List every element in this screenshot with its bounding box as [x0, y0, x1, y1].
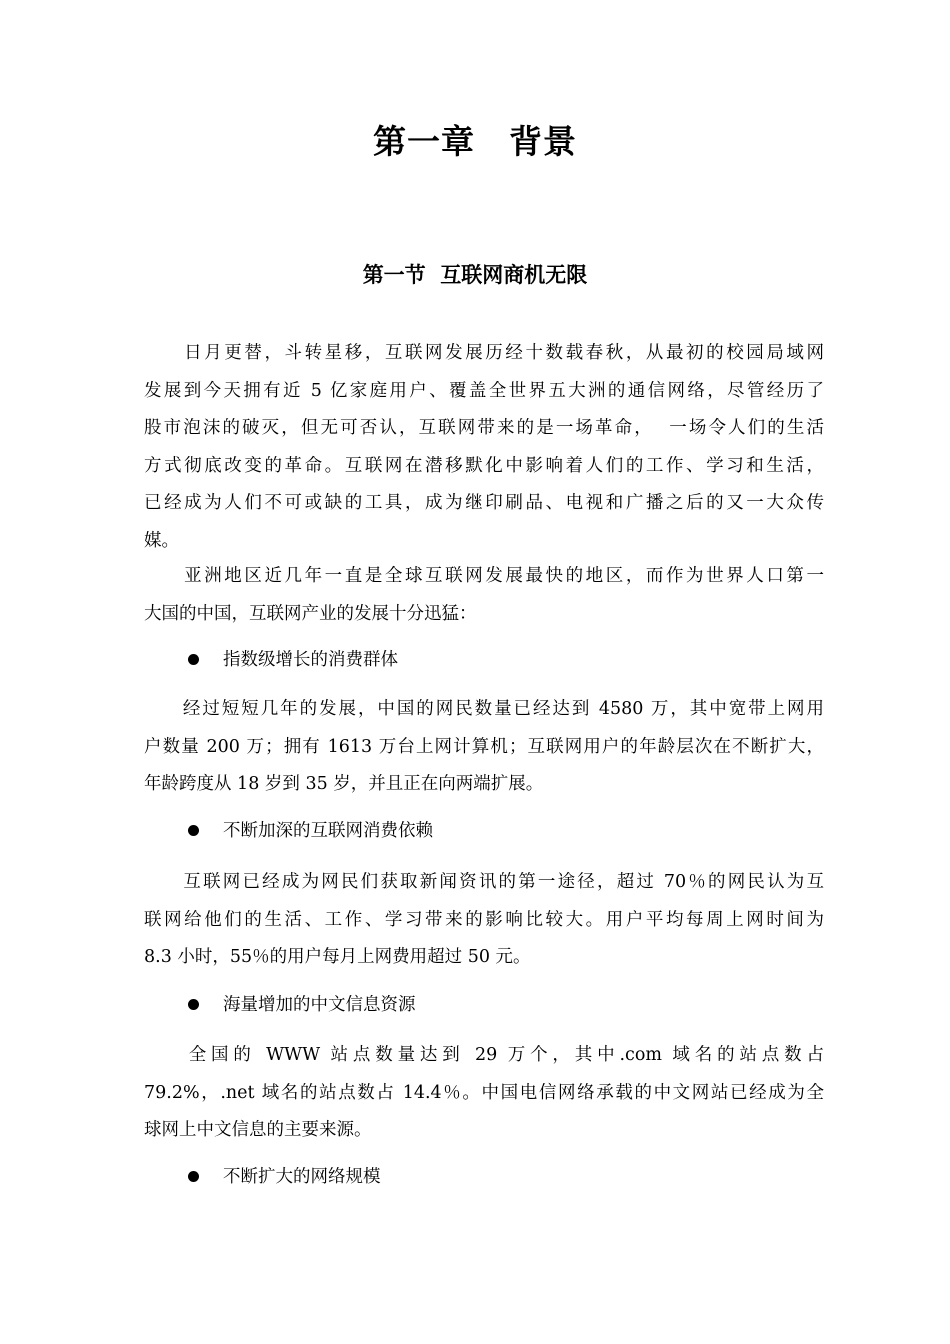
- paragraph-line: 大国的中国，互联网产业的发展十分迅猛：: [144, 603, 477, 624]
- paragraph-line: 全国的 WWW 站点数量达到 29 万个，其中.com 域名的站点数占: [144, 1045, 824, 1065]
- bullet-text: 海量增加的中文信息资源: [223, 995, 416, 1015]
- paragraph-internet-revolution: [144, 335, 824, 560]
- paragraph-www-sites: [144, 1037, 824, 1150]
- paragraph-line: 年龄跨度从 18 岁到 35 岁，并且正在向两端扩展。: [144, 774, 544, 794]
- paragraph-line: 方式彻底改变的革命。互联网在潜移默化中影响着人们的工作、学习和生活，: [144, 455, 824, 476]
- paragraph-line: 联网给他们的生活、工作、学习带来的影响比较大。用户平均每周上网时间为: [144, 909, 824, 930]
- paragraph-line: 媒。: [144, 530, 179, 551]
- bullet-dot-icon: [188, 1171, 199, 1182]
- bullet-item: [188, 990, 688, 1020]
- bullet-dot-icon: [188, 654, 199, 665]
- bullet-text: 不断加深的互联网消费依赖: [223, 821, 433, 841]
- paragraph-asia-growth: [144, 558, 824, 633]
- paragraph-news-source: [144, 864, 824, 977]
- paragraph-line: 日月更替，斗转星移，互联网发展历经十数载春秋，从最初的校园局域网: [144, 343, 824, 363]
- bullet-text: 指数级增长的消费群体: [223, 650, 398, 670]
- paragraph-line: 户数量 200 万；拥有 1613 万台上网计算机；互联网用户的年龄层次在不断扩大，: [144, 736, 824, 757]
- paragraph-line: 已经成为人们不可或缺的工具，成为继印刷品、电视和广播之后的又一大众传: [144, 493, 824, 513]
- bullet-dot-icon: [188, 825, 199, 836]
- paragraph-line: 79.2%，.net 域名的站点数占 14.4％。中国电信网络承载的中文网站已经成为全: [144, 1082, 824, 1103]
- paragraph-line: 亚洲地区近几年一直是全球互联网发展最快的地区，而作为世界人口第一: [144, 566, 824, 586]
- paragraph-line: 经过短短几年的发展，中国的网民数量已经达到 4580 万，其中宽带上网用: [144, 699, 824, 719]
- paragraph-line: 8.3 小时，55％的用户每月上网费用超过 50 元。: [144, 947, 531, 967]
- bullet-dot-icon: [188, 999, 199, 1010]
- paragraph-line: 互联网已经成为网民们获取新闻资讯的第一途径，超过 70％的网民认为互: [144, 872, 824, 892]
- paragraph-line: 发展到今天拥有近 5 亿家庭用户、覆盖全世界五大洲的通信网络，尽管经历了: [144, 380, 824, 401]
- chapter-title: 第一章 背景: [373, 122, 577, 161]
- bullet-text: 不断扩大的网络规模: [223, 1167, 381, 1187]
- bullet-item: [188, 645, 688, 675]
- section-title: 第一节 互联网商机无限: [362, 262, 588, 287]
- bullet-item: [188, 1162, 688, 1192]
- paragraph-line: 球网上中文信息的主要来源。: [144, 1120, 372, 1140]
- paragraph-line: 股市泡沫的破灭，但无可否认，互联网带来的是一场革命， 一场令人们的生活: [144, 418, 824, 438]
- bullet-item: [188, 816, 688, 846]
- paragraph-netizen-count: [144, 691, 824, 804]
